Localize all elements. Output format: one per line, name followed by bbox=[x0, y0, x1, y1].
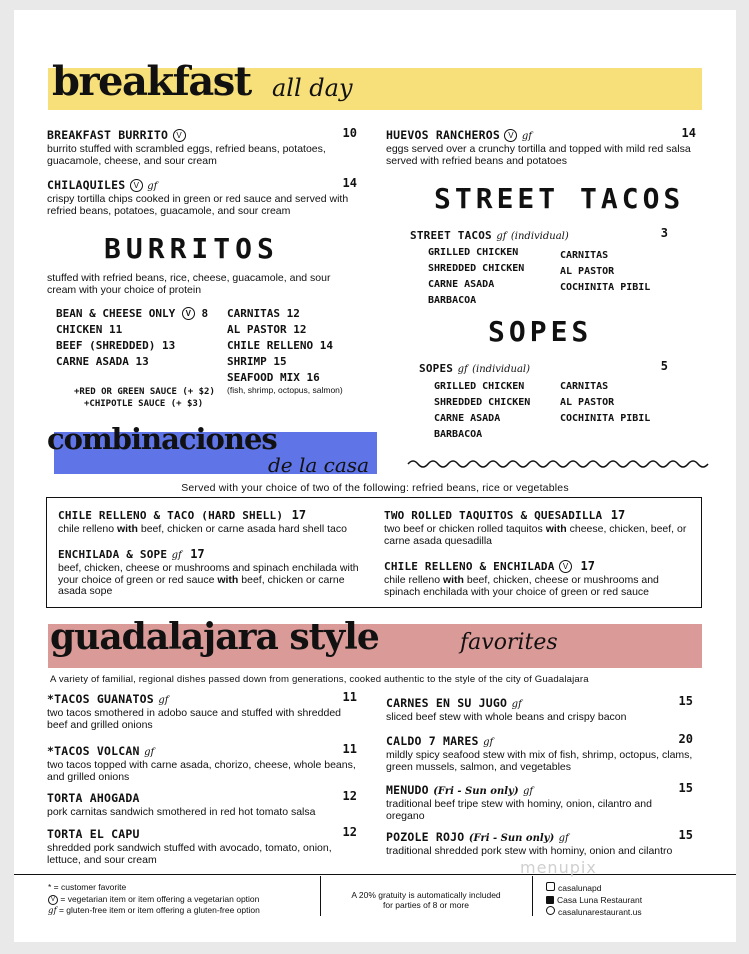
gluten-free-icon: gf bbox=[171, 550, 182, 561]
item-name: CHILAQUILES bbox=[47, 178, 126, 192]
combo-item bbox=[58, 506, 358, 536]
protein-option: SHREDDED CHICKEN bbox=[428, 263, 525, 274]
combo-item bbox=[384, 506, 696, 547]
legend-favorite: * = customer favorite bbox=[48, 882, 127, 892]
guad-item bbox=[386, 781, 693, 822]
item-note: (Fri - Sun only) bbox=[468, 833, 555, 844]
protein-option: BARBACOA bbox=[428, 295, 477, 306]
item-name: *TACOS GUANATOS bbox=[47, 692, 154, 706]
item-desc: traditional beef tripe stew with hominy, onion, cilantro and oregano bbox=[386, 798, 652, 822]
gluten-free-icon: gf bbox=[457, 364, 468, 375]
guad-item bbox=[386, 732, 693, 773]
protein-option: GRILLED CHICKEN bbox=[434, 381, 525, 392]
street-tacos-col1 bbox=[428, 245, 524, 309]
item-name: HUEVOS RANCHEROS bbox=[386, 128, 500, 142]
sopes-title: SOPES bbox=[488, 315, 593, 348]
item-name: BREAKFAST BURRITO bbox=[47, 128, 169, 142]
street-tacos-col2 bbox=[560, 248, 650, 296]
burrito-option: SHRIMP 15 bbox=[227, 355, 287, 368]
burrito-option: AL PASTOR 12 bbox=[227, 323, 307, 336]
item-name: MENUDO bbox=[386, 783, 429, 797]
legend-vegetarian: = vegetarian item or item offering a vegetarian option bbox=[60, 893, 260, 904]
gluten-free-icon: gf bbox=[147, 181, 158, 192]
combo-item bbox=[384, 557, 696, 598]
item-name: POZOLE ROJO bbox=[386, 830, 465, 844]
protein-option: AL PASTOR bbox=[560, 397, 615, 408]
sopes-col1 bbox=[434, 379, 530, 443]
item-name: TORTA AHOGADA bbox=[47, 791, 140, 805]
item-price: 17 bbox=[291, 508, 307, 522]
item-desc: pork carnitas sandwich smothered in red hot tomato salsa bbox=[47, 806, 316, 818]
globe-icon bbox=[546, 906, 555, 915]
protein-option: BARBACOA bbox=[434, 429, 483, 440]
gluten-free-icon: gf bbox=[144, 747, 155, 758]
burritos-left-list bbox=[56, 306, 226, 370]
guad-item bbox=[47, 825, 357, 866]
item-name: *TACOS VOLCAN bbox=[47, 744, 140, 758]
protein-option: GRILLED CHICKEN bbox=[428, 247, 519, 258]
vegetarian-icon: V bbox=[130, 179, 143, 192]
burrito-option: CARNITAS 12 bbox=[227, 307, 300, 320]
guad-item bbox=[386, 694, 693, 724]
item-desc: shredded pork sandwich stuffed with avocado, tomato, onion, lettuce, and sour cream bbox=[47, 842, 332, 866]
item-price: 10 bbox=[342, 126, 357, 140]
guad-item bbox=[47, 742, 357, 783]
sopes-line bbox=[419, 359, 668, 377]
protein-option: AL PASTOR bbox=[560, 266, 615, 277]
protein-option: CARNE ASADA bbox=[434, 413, 501, 424]
item-price: 15 bbox=[678, 694, 693, 708]
item-price: 11 bbox=[342, 690, 357, 704]
vegetarian-icon: V bbox=[173, 129, 186, 142]
vegetarian-icon: V bbox=[504, 129, 517, 142]
burrito-option: CARNE ASADA 13 bbox=[56, 355, 149, 368]
item-desc: two tacos topped with carne asada, chorizo, cheese, whole beans, and grilled onions bbox=[47, 759, 356, 783]
item-price: 11 bbox=[342, 742, 357, 756]
website-link[interactable]: casalunarestaurant.us bbox=[558, 907, 642, 917]
combinaciones-title: combinaciones bbox=[47, 422, 277, 456]
gluten-free-icon: gf bbox=[558, 833, 569, 844]
item-price: 14 bbox=[342, 176, 357, 190]
menu-page bbox=[14, 10, 736, 942]
street-tacos-title: STREET TACOS bbox=[434, 182, 685, 215]
protein-option: CARNITAS bbox=[560, 381, 609, 392]
watermark: menupix bbox=[520, 858, 597, 877]
instagram-handle[interactable]: casalunapd bbox=[558, 883, 602, 893]
sauce-option: +RED OR GREEN SAUCE (+ $2) bbox=[74, 387, 215, 397]
item-name: CHILE RELLENO & TACO (HARD SHELL) bbox=[58, 509, 284, 522]
item-desc: sliced beef stew with whole beans and crispy bacon bbox=[386, 711, 627, 723]
item-price: 12 bbox=[342, 825, 357, 839]
gluten-free-icon: gf bbox=[483, 737, 494, 748]
gratuity-line: A 20% gratuity is automatically included bbox=[351, 890, 501, 900]
combo-item bbox=[58, 545, 364, 598]
protein-option: CARNE ASADA bbox=[428, 279, 495, 290]
item-desc: eggs served over a crunchy tortilla and topped with mild red salsa served with refried beans and potatoes bbox=[386, 143, 691, 167]
gratuity-note bbox=[320, 890, 532, 910]
social-links bbox=[546, 882, 642, 919]
footer-divider bbox=[14, 874, 736, 875]
guadalajara-subtitle: favorites bbox=[460, 630, 558, 655]
burrito-option: CHICKEN 11 bbox=[56, 323, 123, 336]
protein-option: SHREDDED CHICKEN bbox=[434, 397, 531, 408]
item-price: 15 bbox=[678, 828, 693, 842]
item-price: 20 bbox=[678, 732, 693, 746]
item-name: TORTA EL CAPU bbox=[47, 827, 140, 841]
item-desc: beef, chicken or carne asada hard shell taco bbox=[137, 523, 347, 535]
item-desc: beef, chicken, cheese or mushrooms and spinach enchilada with your choice of green or red sauce bbox=[58, 562, 359, 586]
item-name: STREET TACOS bbox=[410, 229, 492, 242]
item-desc: traditional shredded pork stew with hominy, onion and cilantro bbox=[386, 845, 673, 857]
guadalajara-intro: A variety of familial, regional dishes passed down from generations, cooked authentic to the style of the city of Guadalajara bbox=[50, 674, 589, 685]
combinaciones-intro: Served with your choice of two of the following: refried beans, rice or vegetables bbox=[181, 482, 569, 494]
item-price: 3 bbox=[660, 226, 668, 240]
guad-item bbox=[47, 690, 357, 731]
burrito-price: 8 bbox=[201, 307, 209, 320]
gluten-free-icon: gf bbox=[496, 231, 507, 242]
huevos-rancheros bbox=[386, 126, 696, 167]
item-name: CARNES EN SU JUGO bbox=[386, 696, 508, 710]
item-desc-with: with bbox=[545, 523, 567, 535]
item-name: CALDO 7 MARES bbox=[386, 734, 479, 748]
item-desc-with: with bbox=[217, 573, 239, 586]
burritos-right-list bbox=[227, 306, 367, 395]
item-desc: cheese, chicken, beef, or carne asada quesadilla bbox=[384, 523, 687, 547]
gratuity-line: for parties of 8 or more bbox=[383, 900, 469, 910]
wave-divider bbox=[406, 457, 710, 471]
item-desc: two beef or chicken rolled taquitos bbox=[384, 523, 546, 535]
protein-option: CARNITAS bbox=[560, 250, 609, 261]
vegetarian-icon: V bbox=[182, 307, 195, 320]
item-desc-with: with bbox=[116, 523, 138, 535]
item-note: (individual) bbox=[472, 364, 531, 375]
gluten-free-icon: gf bbox=[523, 786, 534, 797]
burrito-option: SEAFOOD MIX 16 bbox=[227, 371, 320, 384]
protein-option: COCHINITA PIBIL bbox=[560, 413, 651, 424]
breakfast-subtitle: all day bbox=[272, 74, 353, 102]
item-desc: burrito stuffed with scrambled eggs, refried beans, potatoes, guacamole, cheese, and sour cream bbox=[47, 143, 326, 167]
item-note: (individual) bbox=[510, 231, 569, 242]
item-desc: two tacos smothered in adobo sauce and stuffed with shredded beef and grilled onions bbox=[47, 707, 341, 731]
instagram-icon bbox=[546, 882, 555, 891]
guad-item bbox=[386, 828, 693, 858]
item-desc: mildly spicy seafood stew with mix of fish, shrimp, octopus, clams, green mussels, salmon, and vegetables bbox=[386, 749, 693, 773]
burritos-title: BURRITOS bbox=[104, 232, 279, 265]
street-tacos-line bbox=[410, 226, 668, 244]
gluten-free-icon: gf bbox=[48, 906, 57, 916]
item-name: TWO ROLLED TAQUITOS & QUESADILLA bbox=[384, 509, 603, 522]
vegetarian-icon: V bbox=[48, 895, 58, 905]
gluten-free-icon: gf bbox=[521, 131, 532, 142]
item-name: SOPES bbox=[419, 362, 454, 375]
chilaquiles bbox=[47, 176, 357, 217]
item-price: 15 bbox=[678, 781, 693, 795]
burritos-desc: stuffed with refried beans, rice, cheese, guacamole, and sour cream with your choice of protein bbox=[47, 272, 331, 296]
seafood-note: (fish, shrimp, octopus, salmon) bbox=[227, 385, 343, 395]
protein-option: COCHINITA PIBIL bbox=[560, 282, 651, 293]
gluten-free-icon: gf bbox=[158, 695, 169, 706]
footer-sep-right bbox=[532, 876, 533, 916]
item-note: (Fri - Sun only) bbox=[433, 786, 519, 797]
item-price: 17 bbox=[190, 547, 205, 561]
legend-gluten-free: = gluten-free item or item offering a gluten-free option bbox=[58, 905, 260, 915]
item-desc: beef, chicken or carne asada sope bbox=[58, 573, 345, 597]
item-price: 17 bbox=[580, 559, 595, 573]
guad-item bbox=[47, 789, 357, 819]
facebook-icon bbox=[546, 896, 554, 904]
item-desc: chile relleno bbox=[58, 523, 117, 535]
facebook-page[interactable]: Casa Luna Restaurant bbox=[557, 894, 643, 905]
sopes-col2 bbox=[560, 379, 650, 427]
breakfast-burrito bbox=[47, 126, 357, 167]
item-desc: crispy tortilla chips cooked in green or red sauce and served with refried beans, potatoes, guacamole, and sour cream bbox=[47, 193, 349, 217]
item-name: ENCHILADA & SOPE bbox=[58, 548, 168, 561]
burrito-option: BEEF (SHREDDED) 13 bbox=[56, 339, 176, 352]
item-price: 5 bbox=[660, 359, 668, 373]
vegetarian-icon: V bbox=[559, 560, 572, 573]
item-desc: chile relleno bbox=[384, 574, 443, 586]
footer-legend bbox=[48, 882, 260, 918]
item-desc: beef, chicken, cheese or mushrooms and spinach enchilada with your choice of green or red sauce bbox=[384, 574, 659, 598]
guadalajara-title: guadalajara style bbox=[50, 616, 379, 658]
item-desc-with: with bbox=[442, 574, 464, 586]
item-price: 12 bbox=[342, 789, 357, 803]
burrito-option: CHILE RELLENO 14 bbox=[227, 339, 333, 352]
item-name: CHILE RELLENO & ENCHILADA bbox=[384, 560, 555, 573]
combinaciones-subtitle: de la casa bbox=[268, 453, 369, 477]
gluten-free-icon: gf bbox=[511, 699, 522, 710]
sauce-option: +CHIPOTLE SAUCE (+ $3) bbox=[84, 399, 204, 409]
burrito-option: BEAN & CHEESE ONLY bbox=[56, 307, 176, 320]
breakfast-title: breakfast bbox=[52, 58, 251, 105]
item-price: 17 bbox=[610, 508, 626, 522]
item-price: 14 bbox=[681, 126, 696, 140]
